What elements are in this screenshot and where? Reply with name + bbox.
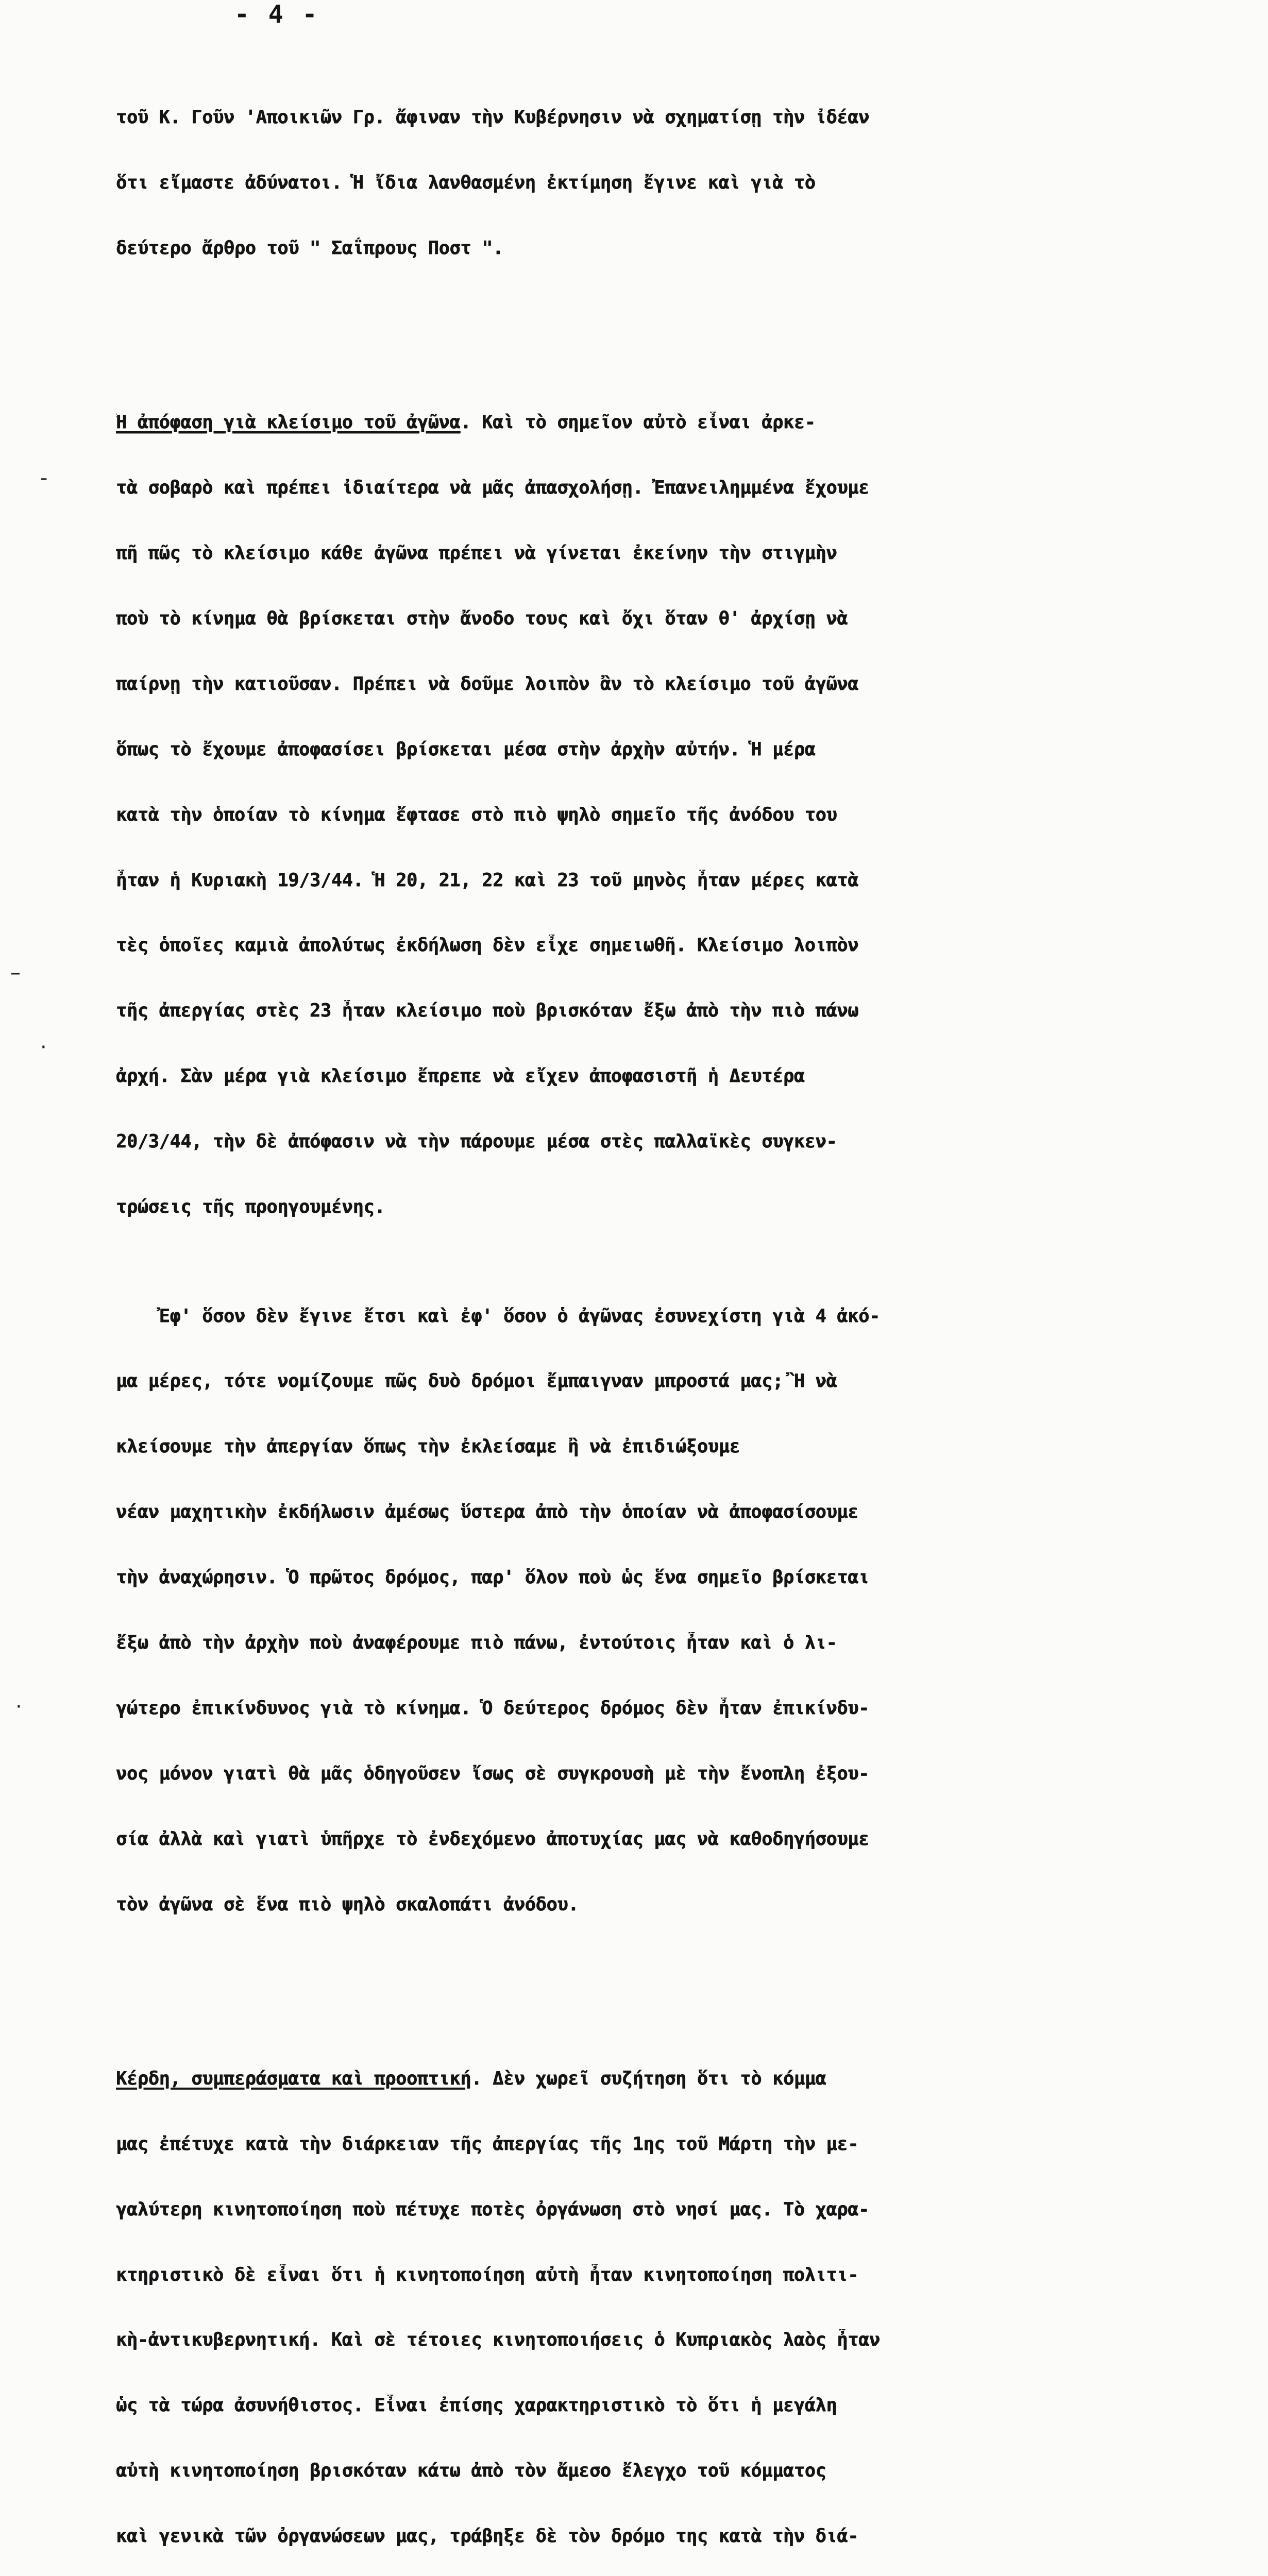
margin-mark: – [10, 961, 21, 985]
text-line: τρώσεις τῆς προηγουμένης. [116, 1196, 385, 1218]
text-line [116, 2068, 1177, 2090]
blank-line [116, 1959, 1177, 1980]
text-line: τὰ σοβαρὸ καὶ πρέπει ἰδιαίτερα νὰ μᾶς ἀπασχολήσῃ. Ἐπανειλημμένα ἔχουμε [116, 477, 869, 499]
margin-mark: - [40, 466, 48, 490]
text-line: νέαν μαχητικὴν ἐκδήλωσιν ἀμέσως ὕστερα ἀπὸ τὴν ὁποίαν νὰ ἀποφασίσουμε [116, 1501, 859, 1523]
blank-line [116, 303, 1177, 325]
text-run: . Δὲν χωρεῖ συζήτηση ὅτι τὸ κόμμα [471, 2067, 826, 2089]
text-line: ὅπως τὸ ἔχουμε ἀποφασίσει βρίσκεται μέσα στὴν ἀρχὴν αὐτήν. Ἡ μέρα [116, 738, 816, 760]
text-line: αὐτὴ κινητοποίηση βρισκόταν κάτω ἀπὸ τὸν ἄμεσο ἔλεγχο τοῦ κόμματος [116, 2460, 826, 2482]
text-line: 20/3/44, τὴν δὲ ἀπόφασιν νὰ τὴν πάρουμε μέσα στὲς παλλαϊκὲς συγκεν- [116, 1131, 837, 1153]
text-run: . Καὶ τὸ σημεῖον αὐτὸ εἶναι ἀρκε- [460, 412, 816, 433]
text-line: δεύτερο ἄρθρο τοῦ " Σαΐπρους Ποστ ". [116, 237, 503, 259]
page-number: - 4 - [234, 0, 319, 29]
text-line [116, 412, 1177, 433]
text-line: τὲς ὁποῖες καμιὰ ἀπολύτως ἐκδήλωση δὲν εἶχε σημειωθῆ. Κλείσιμο λοιπὸν [116, 935, 859, 956]
text-line: ἦταν ἡ Κυριακὴ 19/3/44. Ἡ 20, 21, 22 καὶ 23 τοῦ μηνὸς ἦταν μέρες κατὰ [116, 869, 859, 891]
section-heading: Ἡ ἀπόφαση γιὰ κλείσιμο τοῦ ἀγῶνα [116, 412, 461, 433]
margin-mark: · [40, 1036, 47, 1059]
text-line: τὸν ἀγῶνα σὲ ἕνα πιὸ ψηλὸ σκαλοπάτι ἀνόδου. [116, 1893, 579, 1915]
text-line: καὶ γενικὰ τῶν ὀργανώσεων μας, τράβηξε δὲ τὸν δρόμο της κατὰ τὴν διά- [116, 2526, 859, 2547]
text-line: Ἐφ' ὅσον δὲν ἔγινε ἔτσι καὶ ἐφ' ὅσον ὁ ἀγῶνας ἐσυνεχίστη γιὰ 4 ἀκό- [116, 1305, 880, 1327]
text-line: τὴν ἀναχώρησιν. Ὁ πρῶτος δρόμος, παρ' ὅλον ποὺ ὡς ἕνα σημεῖο βρίσκεται [116, 1567, 869, 1588]
text-line: μα μέρες, τότε νομίζουμε πῶς δυὸ δρόμοι ἔμπαιγναν μπροστά μας; Ἢ νὰ [116, 1370, 837, 1392]
text-line: γαλύτερη κινητοποίηση ποὺ πέτυχε ποτὲς ὀργάνωση στὸ νησί μας. Τὸ χαρα- [116, 2198, 869, 2220]
text-line: κὴ-ἀντικυβερνητική. Καὶ σὲ τέτοιες κινητοποιήσεις ὁ Κυπριακὸς λαὸς ἦταν [116, 2329, 880, 2351]
text-line: ποὺ τὸ κίνημα θὰ βρίσκεται στὴν ἄνοδο τους καὶ ὄχι ὅταν θ' ἀρχίσῃ νὰ [116, 608, 848, 630]
text-line: μας ἐπέτυχε κατὰ τὴν διάρκειαν τῆς ἀπεργίας τῆς 1ης τοῦ Μάρτη τὴν με- [116, 2133, 859, 2155]
text-line: ὡς τὰ τώρα ἀσυνήθιστος. Εἶναι ἐπίσης χαρακτηριστικὸ τὸ ὅτι ἡ μεγάλη [116, 2395, 837, 2416]
text-line: παίρνῃ τὴν κατιοῦσαν. Πρέπει νὰ δοῦμε λοιπὸν ἂν τὸ κλείσιμο τοῦ ἀγῶνα [116, 673, 859, 694]
typewritten-text [116, 20, 1177, 2576]
text-line: κλείσουμε τὴν ἀπεργίαν ὅπως τὴν ἐκλείσαμε ἢ νὰ ἐπιδιώξουμε [116, 1436, 740, 1458]
text-line: σία ἀλλὰ καὶ γιατὶ ὑπῆρχε τὸ ἐνδεχόμενο ἀποτυχίας μας νὰ καθοδηγήσουμε [116, 1828, 869, 1850]
text-line: ὅτι εἴμαστε ἀδύνατοι. Ἡ ἴδια λανθασμένη ἐκτίμηση ἔγινε καὶ γιὰ τὸ [116, 172, 816, 194]
margin-mark: · [15, 1695, 22, 1719]
text-line: τῆς ἀπεργίας στὲς 23 ἦταν κλείσιμο ποὺ βρισκόταν ἔξω ἀπὸ τὴν πιὸ πάνω [116, 1000, 859, 1022]
text-line: νος μόνον γιατὶ θὰ μᾶς ὁδηγοῦσεν ἴσως σὲ συγκρουσὴ μὲ τὴν ἔνοπλη ἐξου- [116, 1762, 869, 1784]
section-heading: Κέρδη, συμπεράσματα καὶ προοπτική [116, 2067, 471, 2089]
text-line: κτηριστικὸ δὲ εἶναι ὅτι ἡ κινητοποίηση αὐτὴ ἦταν κινητοποίηση πολιτι- [116, 2264, 859, 2285]
text-line: γώτερο ἐπικίνδυνος γιὰ τὸ κίνημα. Ὁ δεύτερος δρόμος δὲν ἦταν ἐπικίνδυ- [116, 1697, 869, 1719]
text-line: ἔξω ἀπὸ τὴν ἀρχὴν ποὺ ἀναφέρουμε πιὸ πάνω, ἐντούτοις ἦταν καὶ ὁ λι- [116, 1632, 837, 1653]
text-line: ἀρχή. Σὰν μέρα γιὰ κλείσιμο ἔπρεπε νὰ εἴχεν ἀποφασιστῆ ἡ Δευτέρα [116, 1065, 805, 1087]
text-line: κατὰ τὴν ὁποίαν τὸ κίνημα ἔφτασε στὸ πιὸ ψηλὸ σημεῖο τῆς ἀνόδου του [116, 804, 837, 825]
text-line: τοῦ Κ. Γοῦν 'Αποικιῶν Γρ. ἄφιναν τὴν Κυβέρνησιν νὰ σχηματίσῃ τὴν ἰδέαν [116, 107, 869, 128]
text-line: πῆ πῶς τὸ κλείσιμο κάθε ἀγῶνα πρέπει νὰ γίνεται ἐκείνην τὴν στιγμὴν [116, 543, 837, 564]
